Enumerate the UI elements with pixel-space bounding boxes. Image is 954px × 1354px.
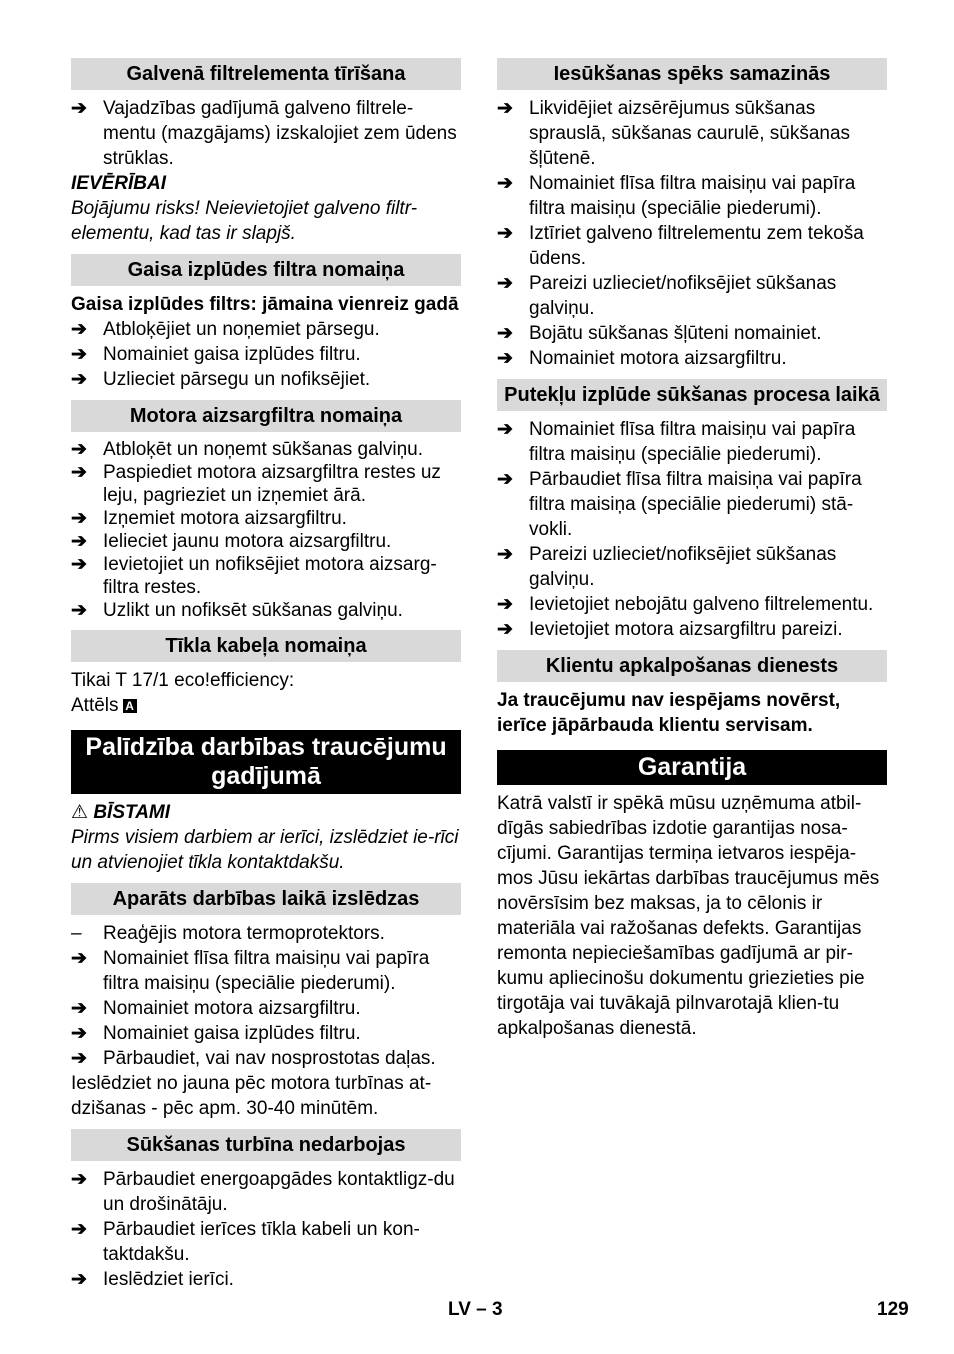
danger-label: ⚠ BĪSTAMI (71, 802, 171, 823)
arrow-icon: ➔ (71, 1219, 87, 1240)
notice-text: Bojājumu risks! Neievietojiet galveno filtr-elementu, kad tas ir slapjš. (71, 198, 418, 244)
arrow-icon: ➔ (497, 323, 513, 344)
page-number: 129 (877, 1299, 909, 1320)
list-item: ➔ Izņemiet motora aizsargfiltru. (71, 508, 347, 529)
arrow-icon: ➔ (71, 319, 87, 340)
list-item: ➔ Atbloķēt un noņemt sūkšanas galviņu. (71, 439, 424, 460)
arrow-icon: ➔ (71, 462, 87, 483)
figure-reference: Attēls A (71, 693, 461, 718)
exhaust-filter-intro: Gaisa izplūdes filtrs: jāmaina vienreiz gadā (71, 294, 459, 315)
arrow-icon: ➔ (71, 948, 87, 969)
heading-turbine-not-working: Sūkšanas turbīna nedarbojas (71, 1129, 461, 1161)
list-item: ➔ Likvidējiet aizsērējumus sūkšanas sprauslā, sūkšanas caurulē, sūkšanas šļūtenē. (497, 98, 851, 169)
list-item: ➔ Pārbaudiet flīsa filtra maisiņa vai papīra filtra maisiņa (speciālie piederumi) stā-vokli. (497, 469, 862, 540)
arrow-icon: ➔ (497, 544, 513, 565)
arrow-icon: ➔ (71, 98, 87, 119)
list-item: ➔ Pārbaudiet, vai nav nosprostotas daļas. (71, 1048, 436, 1069)
arrow-icon: ➔ (71, 998, 87, 1019)
list-item: ➔ Pareizi uzlieciet/nofiksējiet sūkšanas galviņu. (497, 544, 837, 590)
danger-text: Pirms visiem darbiem ar ierīci, izslēdziet ie-rīci un atvienojiet tīkla kontaktdakšu. (71, 827, 459, 873)
arrow-icon: ➔ (71, 344, 87, 365)
right-column (497, 58, 887, 1041)
arrow-icon: ➔ (71, 369, 87, 390)
arrow-icon: ➔ (71, 1169, 87, 1190)
arrow-icon: ➔ (497, 469, 513, 490)
arrow-icon: ➔ (71, 600, 87, 621)
model-note: Tikai T 17/1 eco!efficiency: (71, 670, 295, 691)
list-item: ➔ Nomainiet flīsa filtra maisiņu vai papīra filtra maisiņu (speciālie piederumi). (71, 948, 430, 994)
list-turbine-not-working (71, 1167, 461, 1292)
list-item: ➔ Ievietojiet nebojātu galveno filtrelementu. (497, 594, 874, 615)
warning-triangle-icon: ⚠ (71, 802, 89, 823)
list-item: ➔ Atbloķējiet un noņemiet pārsegu. (71, 319, 380, 340)
arrow-icon: ➔ (71, 439, 87, 460)
list-item: ➔ Nomainiet flīsa filtra maisiņu vai papīra filtra maisiņu (speciālie piederumi). (497, 419, 856, 465)
arrow-icon: ➔ (497, 223, 513, 244)
heading-suction-power-decreases: Iesūkšanas spēks samazinās (497, 58, 887, 90)
list-exhaust-filter (71, 317, 461, 392)
list-item: ➔ Bojātu sūkšanas šļūteni nomainiet. (497, 323, 822, 344)
heading-motor-filter: Motora aizsargfiltra nomaiņa (71, 400, 461, 432)
heading-main-filter-cleaning: Galvenā filtrelementa tīrīšana (71, 58, 461, 90)
list-suction-power (497, 96, 887, 371)
list-item: – Reaģējis motora termoprotektors. (71, 923, 385, 944)
list-item: ➔ Nomainiet motora aizsargfiltru. (497, 348, 787, 369)
list-item: ➔ Pārbaudiet ierīces tīkla kabeli un kon-taktdakšu. (71, 1219, 420, 1265)
arrow-icon: ➔ (497, 619, 513, 640)
list-item: ➔ Paspiediet motora aizsargfiltra restes uz leju, pagrieziet un izņemiet ārā. (71, 462, 441, 506)
arrow-icon: ➔ (497, 419, 513, 440)
notice-label: IEVĒRĪBAI (71, 173, 167, 194)
heading-warranty: Garantija (497, 750, 887, 785)
arrow-icon: ➔ (71, 508, 87, 529)
heading-exhaust-filter: Gaisa izplūdes filtra nomaiņa (71, 254, 461, 286)
list-main-filter-cleaning (71, 96, 461, 171)
heading-dust-emission: Putekļu izplūde sūkšanas procesa laikā (497, 379, 887, 411)
arrow-icon: ➔ (497, 594, 513, 615)
heading-customer-service: Klientu apkalpošanas dienests (497, 650, 887, 682)
list-item: ➔ Nomainiet gaisa izplūdes filtru. (71, 1023, 361, 1044)
list-dust-emission (497, 417, 887, 642)
list-item: ➔ Ievietojiet un nofiksējiet motora aizsarg-filtra restes. (71, 554, 437, 598)
figure-a-icon: A (123, 699, 137, 713)
arrow-icon: ➔ (71, 1048, 87, 1069)
list-item: ➔ Ielieciet jaunu motora aizsargfiltru. (71, 531, 392, 552)
list-item: ➔ Nomainiet gaisa izplūdes filtru. (71, 344, 361, 365)
list-item: ➔ Uzlieciet pārsegu un nofiksējiet. (71, 369, 371, 390)
heading-troubleshooting: Palīdzība darbības traucējumu gadījumā (71, 730, 461, 794)
arrow-icon: ➔ (497, 348, 513, 369)
arrow-icon: ➔ (71, 554, 87, 575)
list-item: ➔ Vajadzības gadījumā galveno filtrele-mentu (mazgājams) izskalojiet zem ūdens strūklas. (71, 98, 457, 169)
list-item: ➔ Ieslēdziet ierīci. (71, 1269, 234, 1290)
dash-icon: – (71, 923, 82, 944)
list-device-switches-off (71, 921, 461, 1071)
customer-service-text: Ja traucējumu nav iespējams novērst, ierīce jāpārbauda klientu servisam. (497, 690, 841, 736)
footer-section-label: LV – 3 (448, 1299, 503, 1320)
list-item: ➔ Uzlikt un nofiksēt sūkšanas galviņu. (71, 600, 403, 621)
arrow-icon: ➔ (497, 273, 513, 294)
left-column (71, 58, 461, 1292)
warranty-text: Katrā valstī ir spēkā mūsu uzņēmuma atbil-dīgās sabiedrības izdotie garantijas nosa-cījumi. Garantijas termiņa ietvaros iespēja-mos Jūsu iekārtas darbības traucējumus mēs novērsīsim bez maksas, ja to cēlonis ir materiāla vai ražošanas defekts. Garantijas remonta nepieciešamības gadījumā ar pir-kumu apliecinošu dokumentu griezieties pie tirgotāja vai tuvākajā pilnvarotajā klien-tu apkalpošanas dienestā. (497, 793, 880, 1039)
arrow-icon: ➔ (497, 98, 513, 119)
list-item: ➔ Nomainiet flīsa filtra maisiņu vai papīra filtra maisiņu (speciālie piederumi). (497, 173, 856, 219)
restart-note: Ieslēdziet no jauna pēc motora turbīnas at-dzišanas - pēc apm. 30-40 minūtēm. (71, 1073, 432, 1119)
heading-cable-replacement: Tīkla kabeļa nomaiņa (71, 630, 461, 662)
list-item: ➔ Pārbaudiet energoapgādes kontaktligz-du un drošinātāju. (71, 1169, 455, 1215)
heading-device-switches-off: Aparāts darbības laikā izslēdzas (71, 883, 461, 915)
arrow-icon: ➔ (71, 1269, 87, 1290)
list-motor-filter (71, 438, 461, 622)
arrow-icon: ➔ (71, 1023, 87, 1044)
list-item: ➔ Iztīriet galveno filtrelementu zem tekoša ūdens. (497, 223, 864, 269)
arrow-icon: ➔ (71, 531, 87, 552)
list-item: ➔ Nomainiet motora aizsargfiltru. (71, 998, 361, 1019)
list-item: ➔ Ievietojiet motora aizsargfiltru pareizi. (497, 619, 843, 640)
arrow-icon: ➔ (497, 173, 513, 194)
list-item: ➔ Pareizi uzlieciet/nofiksējiet sūkšanas galviņu. (497, 273, 837, 319)
